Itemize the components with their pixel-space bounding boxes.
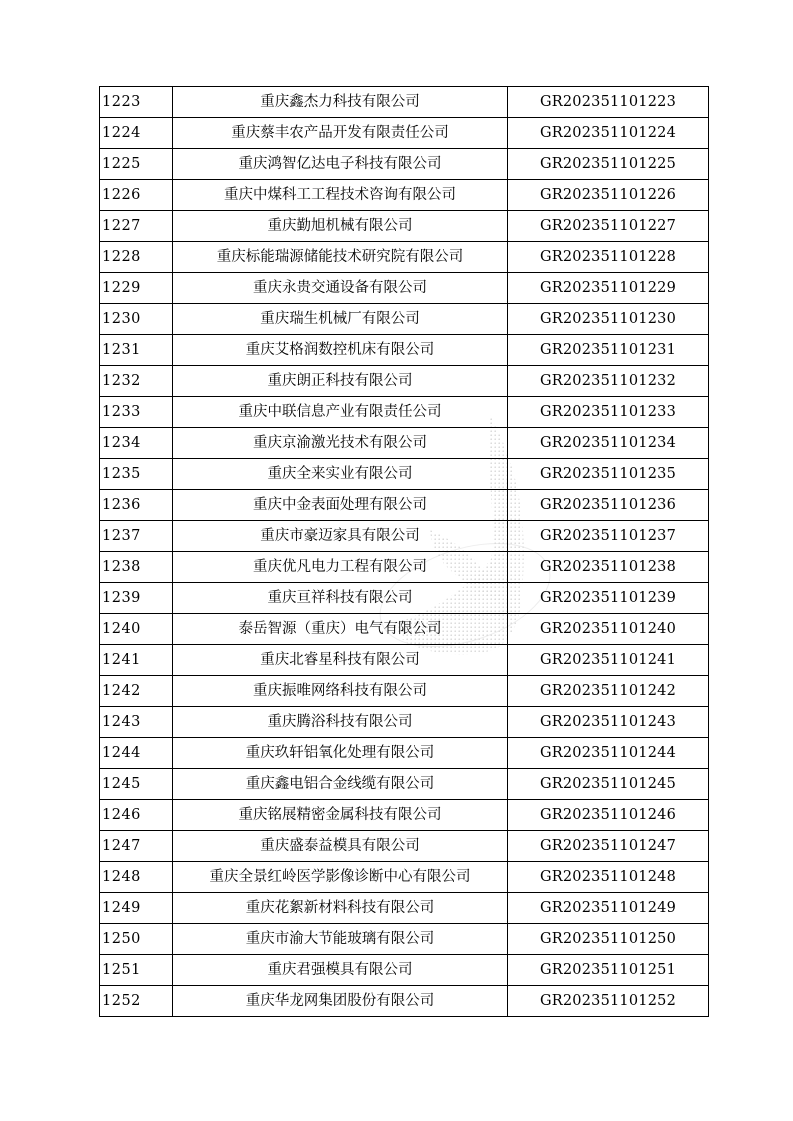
table-row	[100, 211, 709, 242]
table-row	[100, 707, 709, 738]
table-row	[100, 490, 709, 521]
certificate-number: GR202351101234	[508, 428, 709, 459]
certificate-number: GR202351101240	[508, 614, 709, 645]
company-name: 重庆全景红岭医学影像诊断中心有限公司	[173, 862, 508, 893]
row-number: 1248	[100, 862, 173, 893]
table-row	[100, 893, 709, 924]
enterprise-list-table-wrapper	[99, 86, 695, 1017]
company-name: 重庆花絮新材料科技有限公司	[173, 893, 508, 924]
company-name: 重庆铭展精密金属科技有限公司	[173, 800, 508, 831]
row-number: 1226	[100, 180, 173, 211]
company-name: 重庆腾浴科技有限公司	[173, 707, 508, 738]
row-number: 1246	[100, 800, 173, 831]
company-name: 重庆鑫杰力科技有限公司	[173, 87, 508, 118]
row-number: 1240	[100, 614, 173, 645]
company-name: 重庆勤旭机械有限公司	[173, 211, 508, 242]
row-number: 1229	[100, 273, 173, 304]
row-number: 1223	[100, 87, 173, 118]
table-row	[100, 738, 709, 769]
certificate-number: GR202351101237	[508, 521, 709, 552]
certificate-number: GR202351101246	[508, 800, 709, 831]
certificate-number: GR202351101229	[508, 273, 709, 304]
certificate-number: GR202351101247	[508, 831, 709, 862]
company-name: 重庆优凡电力工程有限公司	[173, 552, 508, 583]
company-name: 重庆鸿智亿达电子科技有限公司	[173, 149, 508, 180]
company-name: 重庆朗正科技有限公司	[173, 366, 508, 397]
table-row	[100, 645, 709, 676]
certificate-number: GR202351101224	[508, 118, 709, 149]
certificate-number: GR202351101250	[508, 924, 709, 955]
certificate-number: GR202351101241	[508, 645, 709, 676]
table-row	[100, 769, 709, 800]
certificate-number: GR202351101223	[508, 87, 709, 118]
row-number: 1249	[100, 893, 173, 924]
row-number: 1243	[100, 707, 173, 738]
certificate-number: GR202351101233	[508, 397, 709, 428]
row-number: 1236	[100, 490, 173, 521]
company-name: 重庆中金表面处理有限公司	[173, 490, 508, 521]
certificate-number: GR202351101248	[508, 862, 709, 893]
row-number: 1242	[100, 676, 173, 707]
company-name: 重庆君强模具有限公司	[173, 955, 508, 986]
table-row	[100, 800, 709, 831]
table-row	[100, 459, 709, 490]
certificate-number: GR202351101231	[508, 335, 709, 366]
table-row	[100, 118, 709, 149]
row-number: 1241	[100, 645, 173, 676]
certificate-number: GR202351101244	[508, 738, 709, 769]
company-name: 重庆瑞生机械厂有限公司	[173, 304, 508, 335]
certificate-number: GR202351101226	[508, 180, 709, 211]
company-name: 重庆永贵交通设备有限公司	[173, 273, 508, 304]
company-name: 重庆中联信息产业有限责任公司	[173, 397, 508, 428]
row-number: 1230	[100, 304, 173, 335]
company-name: 重庆玖轩铝氧化处理有限公司	[173, 738, 508, 769]
table-body	[100, 87, 709, 1017]
table-row	[100, 955, 709, 986]
row-number: 1234	[100, 428, 173, 459]
company-name: 重庆中煤科工工程技术咨询有限公司	[173, 180, 508, 211]
certificate-number: GR202351101227	[508, 211, 709, 242]
table-row	[100, 428, 709, 459]
company-name: 重庆市豪迈家具有限公司	[173, 521, 508, 552]
row-number: 1232	[100, 366, 173, 397]
certificate-number: GR202351101243	[508, 707, 709, 738]
company-name: 重庆全来实业有限公司	[173, 459, 508, 490]
enterprise-list-table	[99, 86, 709, 1017]
row-number: 1251	[100, 955, 173, 986]
company-name: 重庆振唯网络科技有限公司	[173, 676, 508, 707]
table-row	[100, 521, 709, 552]
company-name: 重庆标能瑞源储能技术研究院有限公司	[173, 242, 508, 273]
table-row	[100, 242, 709, 273]
row-number: 1231	[100, 335, 173, 366]
certificate-number: GR202351101236	[508, 490, 709, 521]
table-row	[100, 87, 709, 118]
table-row	[100, 676, 709, 707]
row-number: 1244	[100, 738, 173, 769]
certificate-number: GR202351101249	[508, 893, 709, 924]
company-name: 重庆华龙网集团股份有限公司	[173, 986, 508, 1017]
company-name: 重庆盛泰益模具有限公司	[173, 831, 508, 862]
company-name: 重庆京渝激光技术有限公司	[173, 428, 508, 459]
row-number: 1250	[100, 924, 173, 955]
company-name: 重庆北睿星科技有限公司	[173, 645, 508, 676]
certificate-number: GR202351101242	[508, 676, 709, 707]
table-row	[100, 583, 709, 614]
certificate-number: GR202351101239	[508, 583, 709, 614]
row-number: 1227	[100, 211, 173, 242]
company-name: 重庆市渝大节能玻璃有限公司	[173, 924, 508, 955]
certificate-number: GR202351101225	[508, 149, 709, 180]
row-number: 1247	[100, 831, 173, 862]
certificate-number: GR202351101228	[508, 242, 709, 273]
table-row	[100, 397, 709, 428]
table-row	[100, 273, 709, 304]
row-number: 1235	[100, 459, 173, 490]
table-row	[100, 986, 709, 1017]
row-number: 1228	[100, 242, 173, 273]
table-row	[100, 552, 709, 583]
certificate-number: GR202351101245	[508, 769, 709, 800]
row-number: 1252	[100, 986, 173, 1017]
table-row	[100, 614, 709, 645]
row-number: 1239	[100, 583, 173, 614]
table-row	[100, 304, 709, 335]
certificate-number: GR202351101230	[508, 304, 709, 335]
row-number: 1225	[100, 149, 173, 180]
company-name: 重庆亘祥科技有限公司	[173, 583, 508, 614]
table-row	[100, 149, 709, 180]
row-number: 1245	[100, 769, 173, 800]
table-row	[100, 366, 709, 397]
certificate-number: GR202351101251	[508, 955, 709, 986]
certificate-number: GR202351101252	[508, 986, 709, 1017]
certificate-number: GR202351101232	[508, 366, 709, 397]
table-row	[100, 862, 709, 893]
company-name: 重庆蔡丰农产品开发有限责任公司	[173, 118, 508, 149]
company-name: 重庆鑫电铝合金线缆有限公司	[173, 769, 508, 800]
table-row	[100, 924, 709, 955]
row-number: 1238	[100, 552, 173, 583]
table-row	[100, 831, 709, 862]
row-number: 1224	[100, 118, 173, 149]
certificate-number: GR202351101235	[508, 459, 709, 490]
row-number: 1237	[100, 521, 173, 552]
company-name: 泰岳智源（重庆）电气有限公司	[173, 614, 508, 645]
table-row	[100, 335, 709, 366]
row-number: 1233	[100, 397, 173, 428]
certificate-number: GR202351101238	[508, 552, 709, 583]
table-row	[100, 180, 709, 211]
company-name: 重庆艾格润数控机床有限公司	[173, 335, 508, 366]
